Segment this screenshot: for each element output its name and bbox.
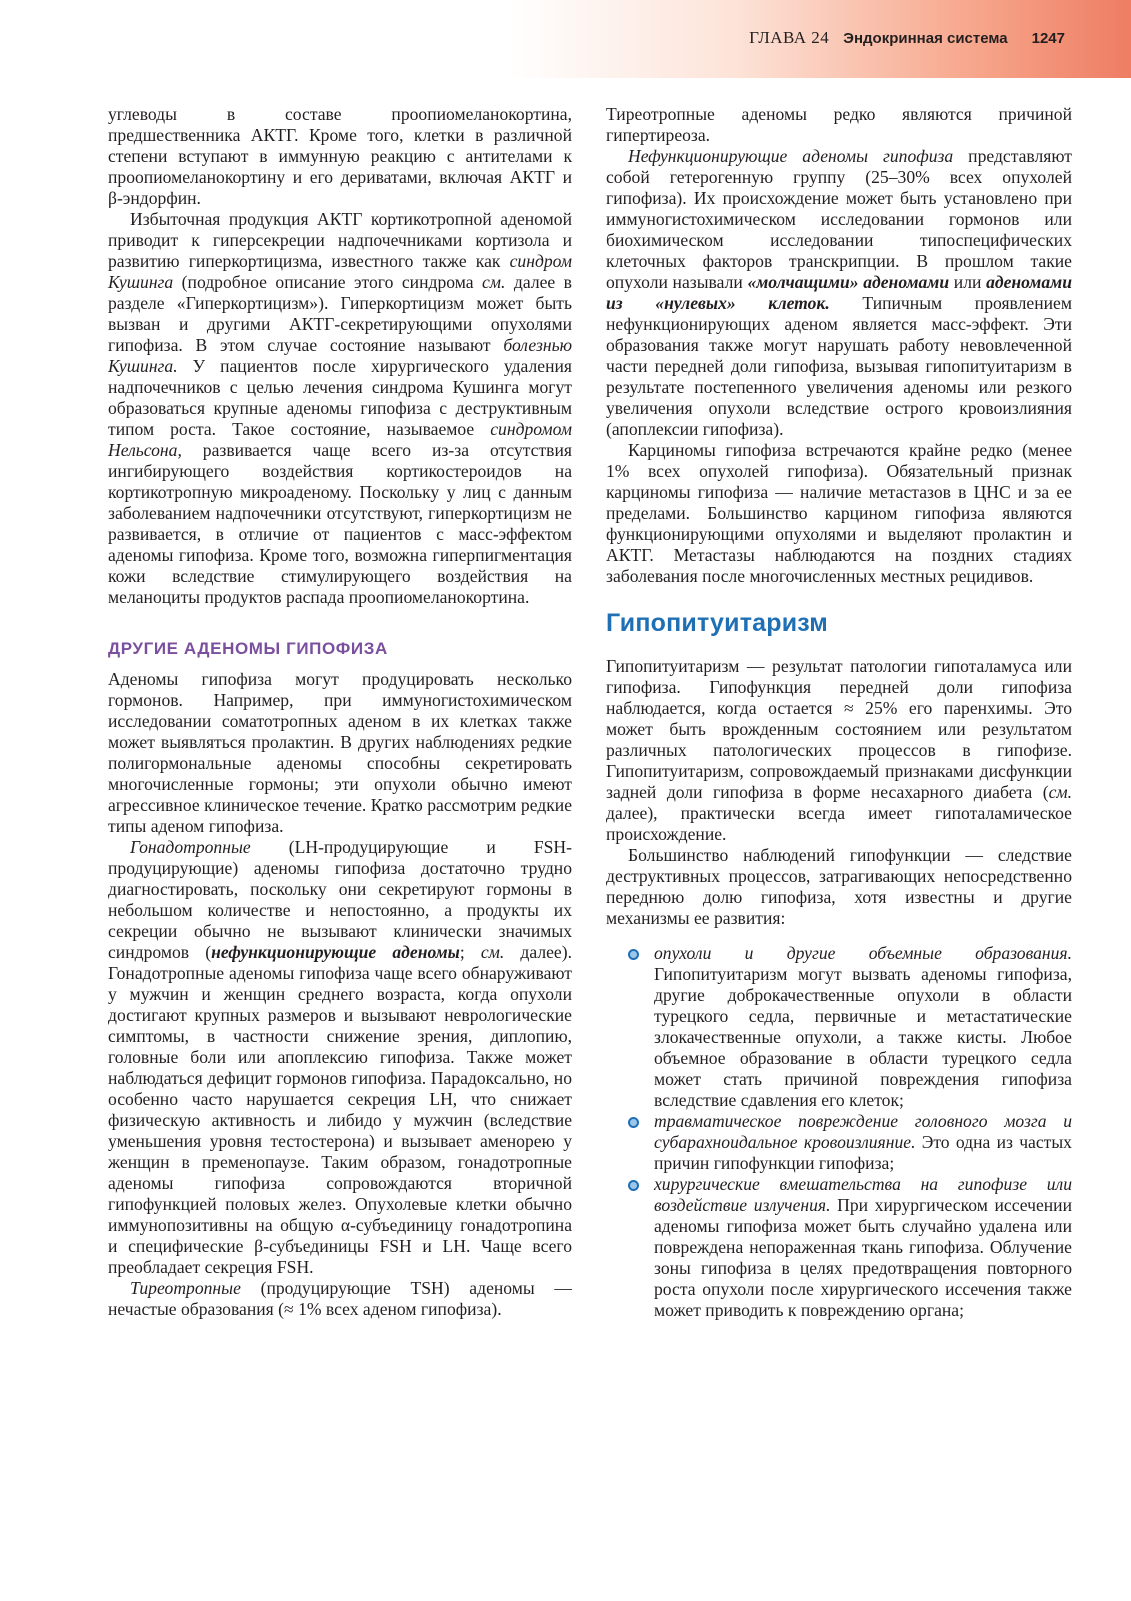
bullet-icon <box>628 1117 639 1128</box>
paragraph: Гипопитуитаризм — результат патологии гипоталамуса или гипофиза. Гипофункция передней доли гипофиза наблюдается, когда остается ≈ 25% его паренхимы. Это может быть врожденным состоянием или результатом различных патологических процессов в гипофизе. Гипопитуитаризм, сопровождаемый признаками дисфункции задней доли гипофиза в форме несахарного диабета (см. далее), практически всегда имеет гипоталамическое происхождение. <box>606 656 1072 844</box>
paragraph: углеводы в составе проопиомеланокортина, предшественника АКТГ. Кроме того, клетки в различной степени вступают в иммунную реакцию с антителами к проопиомеланокортину и его дериватами, включая АКТГ и β-эндорфин. <box>108 104 572 208</box>
paragraph: Большинство наблюдений гипофункции — следствие деструктивных процессов, затрагивающих непосредственно переднюю долю гипофиза, хотя известны и другие механизмы ее развития: <box>606 845 1072 928</box>
paragraph: Карциномы гипофиза встречаются крайне редко (менее 1% всех опухолей гипофиза). Обязательный признак карциномы гипофиза — наличие метастазов в ЦНС и за ее пределами. Большинство карцином гипофиза являются функционирующими опухолями и выделяют пролактин и АКТГ. Метастазы наблюдаются на поздних стадиях заболевания после многочисленных местных рецидивов. <box>606 440 1072 586</box>
section-heading: ДРУГИЕ АДЕНОМЫ ГИПОФИЗА <box>108 639 388 658</box>
list-item: хирургические вмешательства на гипофизе или воздействие излучения. При хирургическом иссечении аденомы гипофиза может быть случайно удалена или повреждена непораженная ткань гипофиза. Облучение зоны гипофиза в целях предотвращения повторного роста опухоли после хирургического иссечения также может приводить к повреждению органа; <box>606 1174 1072 1321</box>
right-column <box>606 104 1072 1321</box>
list-item: опухоли и другие объемные образования. Гипопитуитаризм могут вызвать аденомы гипофиза, другие доброкачественные опухоли в области турецкого седла, первичные и метастатические злокачественные опухоли, а также кисты. Любое объемное образование в области турецкого седла может стать причиной повреждения гипофиза вследствие сдавления его клеток; <box>606 943 1072 1111</box>
bullet-icon <box>628 949 639 960</box>
paragraph: Нефункционирующие аденомы гипофиза представляют собой гетерогенную группу (25–30% всех опухолей гипофиза). Их происхождение может быть установлено при иммуногистохимическом исследовании гормонов или биохимическом исследовании типоспецифических клеточных факторов транскрипции. В прошлом такие опухоли называли «молчащими» аденомами или аденомами из «нулевых» клеток. Типичным проявлением нефункционирующих аденом является масс-эффект. Эти образования также могут нарушать работу невовлеченной части передней доли гипофиза, вызывая гипопитуитаризм в результате постепенного увеличения аденомы или резкого увеличения опухоли вследствие острого кровоизлияния (апоплексии гипофиза). <box>606 146 1072 439</box>
left-column <box>108 104 572 1320</box>
paragraph: Гонадотропные (LH-продуцирующие и FSH-продуцирующие) аденомы гипофиза достаточно трудно диагностировать, поскольку они секретируют гормоны в небольшом количестве и непостоянно, а продукты их секреции обычно не вызывают клинически значимых синдромов (нефункционирующие аденомы; см. далее). Гонадотропные аденомы гипофиза чаще всего обнаруживают у мужчин и женщин среднего возраста, когда опухоли достигают крупных размеров и вызывают неврологические симптомы, в частности снижение зрения, диплопию, головные боли или апоплексию гипофиза. Также может наблюдаться дефицит гормонов гипофиза. Парадоксально, но особенно часто нарушается секреция LH, что снижает физическую активность и либидо у мужчин (вследствие уменьшения уровня тестостерона) и вызывает аменорею у женщин в пременопаузе. Таким образом, гонадотропные аденомы гипофиза сопровождаются вторичной гипофункцией половых желез. Опухолевые клетки обычно иммунопозитивны на общую α-субъединицу гонадотропина и специфические β-субъединицы FSH и LH. Чаще всего преобладает секреция FSH. <box>108 837 572 1277</box>
paragraph: Тиреотропные (продуцирующие TSH) аденомы — нечастые образования (≈ 1% всех аденом гипофиза). <box>108 1278 572 1319</box>
main-heading: Гипопитуитаризм <box>606 609 828 637</box>
bullet-icon <box>628 1180 639 1191</box>
section-title: Эндокринная система <box>843 30 1008 47</box>
page-number: 1247 <box>1031 30 1065 47</box>
paragraph: Избыточная продукция АКТГ кортикотропной аденомой приводит к гиперсекреции надпочечниками кортизола и развитию гиперкортицизма, известного также как синдром Кушинга (подробное описание этого синдрома см. далее в разделе «Гиперкортицизм»). Гиперкортицизм может быть вызван и другими АКТГ-секретирующими опухолями гипофиза. В этом случае состояние называют болезнью Кушинга. У пациентов после хирургического удаления надпочечников с целью лечения синдрома Кушинга могут образоваться крупные аденомы гипофиза с деструктивным типом роста. Такое состояние, называемое синдромом Нельсона, развивается чаще всего из-за отсутствия ингибирующего воздействия кортикостероидов на кортикотропную микроаденому. Поскольку у лиц с данным заболеванием надпочечники отсутствуют, гиперкортицизм не развивается, в отличие от пациентов с масс-эффектом аденомы гипофиза. Кроме того, возможна гиперпигментация кожи вследствие стимулирующего воздействия на меланоциты продуктов распада проопиомеланокортина. <box>108 209 572 607</box>
bullet-list <box>606 943 1072 1321</box>
running-head <box>749 28 1065 52</box>
paragraph: Тиреотропные аденомы редко являются причиной гипертиреоза. <box>606 104 1072 145</box>
paragraph: Аденомы гипофиза могут продуцировать несколько гормонов. Например, при иммуногистохимическом исследовании соматотропных аденом в их клетках также может выявляться пролактин. В других наблюдениях редкие полигормональные аденомы способны секретировать многочисленные гормоны; эти опухоли обычно имеют агрессивное клиническое течение. Кратко рассмотрим редкие типы аденом гипофиза. <box>108 669 572 836</box>
chapter-label: ГЛАВА 24 <box>749 28 830 47</box>
list-item: травматическое повреждение головного мозга и субарахноидальное кровоизлияние. Это одна из частых причин гипофункции гипофиза; <box>606 1111 1072 1174</box>
